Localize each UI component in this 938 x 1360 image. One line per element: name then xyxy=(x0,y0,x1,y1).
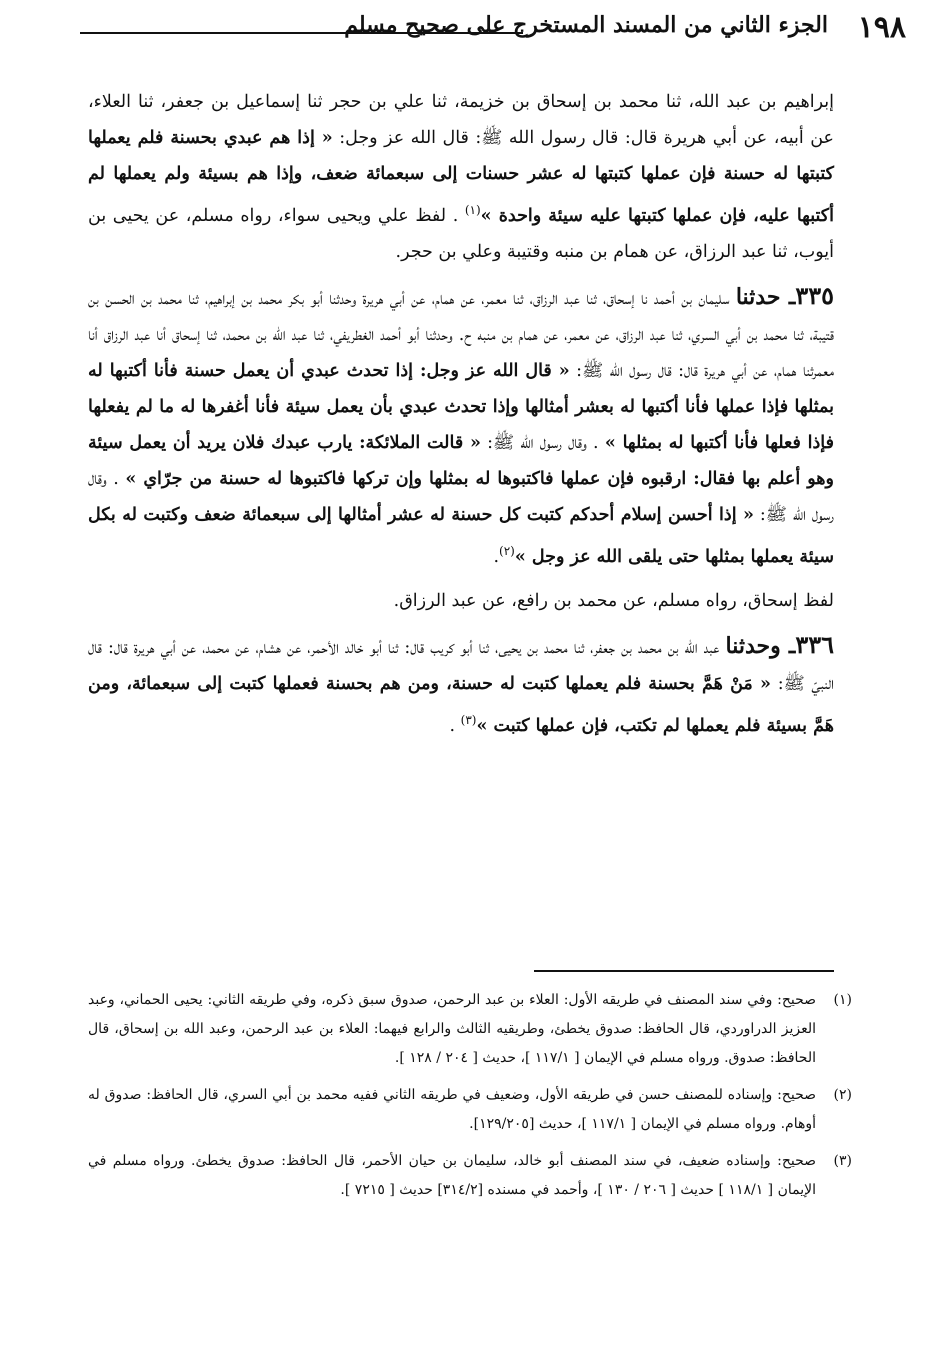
hadith-text: « مَنْ هَمَّ بحسنة فلم يعملها كتبت له حسنة، ومن هم بحسنة فعملها كتبت إلى سبعمائة، ومن هَمَّ بسيئة فلم يعملها لم تكتب، فإن عملها كتبت » xyxy=(88,673,834,736)
connector-text: . وقال رسول الله ﷺ: xyxy=(487,432,599,453)
isnad-text: سليمان بن أحمد نا إسحاق، ثنا عبد الرزاق، ثنا معمر، عن همام، عن أبي هريرة وحدثنا أبو بكر محمد بن إبراهيم، ثنا محمد بن الحسن بن قتيبة، ثنا محمد بن أبي السري، ثنا عبد الرزاق، عن معمر، عن همام بن منبه ح. وحدثنا أبو أحمد الغطريفي، ثنا عبد الله بن محمد، ثنا إسحاق أنا عبد الرزاق أنا معمرثنا همام، عن أبي هريرة قال: قال رسول الله ﷺ: xyxy=(88,288,834,381)
hadith-text: « إذا هم عبدي بحسنة فلم يعملها كتبتها له حسنة فإن عملها كتبتها له عشر حسنات إلى سبعمائة ضعف، وإذا هم بسيئة ولم يعملها لم أكتبها عليه، فإن عملها كتبتها عليه سيئة واحدة » xyxy=(88,128,834,226)
hadith-label: ـ حدثنا xyxy=(735,283,796,310)
connector-text: . xyxy=(449,715,456,736)
page-header xyxy=(80,10,906,54)
footnote-text: صحيح: وإسناده للمصنف حسن في طريقه الأول، وضعيف في طريقه الثاني ففيه محمد بن أبي السري، قال الحافظ: صدوق له أوهام. ورواه مسلم في الإيمان [ ١١٧/١ ]، حديث [١٢٩/٢٠٥]. xyxy=(88,1087,816,1132)
hadith-label: ـ وحدثنا xyxy=(725,632,796,659)
footnote-number: (٣) xyxy=(833,1153,852,1169)
main-text xyxy=(88,84,834,751)
hadith-text: « قالت الملائكة: يارب عبدك فلان يريد أن يعمل سيئة وهو أعلم بها فقال: ارقبوه فإن عملها فاكتبوها له بمثلها وإن تركها فاكتبوها له حسنة من جرّاي » xyxy=(88,432,834,489)
footnote-3 xyxy=(88,1147,852,1205)
hadith-text: « قال الله عز وجل: إذا تحدث عبدي أن يعمل حسنة فأنا أكتبها له بمثلها فإذا عملها فأنا أكتبها له بعشر أمثالها وإذا تحدث عبدي بأن يعمل سيئة فأنا أغفرها له ما لم يفعلها فإذا فعلها فأنا أكتبها له بمثلها » xyxy=(88,360,834,453)
hadith-335 xyxy=(88,278,834,575)
footnotes xyxy=(88,986,852,1213)
hadith-number: ٣٣٥ xyxy=(795,280,834,310)
hadith-text: « إذا أحسن إسلام أحدكم كتبت كل حسنة له عشر أمثالها إلى سبعمائة ضعف وكتبت له بكل سيئة يعملها بمثلها حتى يلقى الله عز وجل » xyxy=(88,504,834,567)
footnote-2 xyxy=(88,1081,852,1139)
footnote-ref-3: (٣) xyxy=(460,712,477,727)
hadith-336 xyxy=(88,627,834,744)
running-title: الجزء الثاني من المسند المستخرج على صحيح مسلم xyxy=(344,12,828,38)
footnote-text: صحيح: وإسناده ضعيف، في سند المصنف أبو خالد، سليمان بن حيان الأحمر، قال الحافظ: صدوق يخطئ. ورواه مسلم في الإيمان [ ١١٨/١ ] حديث [ ٢٠٦ / ١٣٠ ]، وأحمد في مسنده [٣١٤/٢] حديث [ ٧٢١٥ ]. xyxy=(88,1153,816,1198)
connector-text: . وقال رسول الله ﷺ: xyxy=(88,468,834,525)
footnote-separator xyxy=(534,970,834,972)
footnote-text: صحيح: وفي سند المصنف في طريقه الأول: العلاء بن عبد الرحمن، صدوق سبق ذكره، وفي طريقه الثاني: يحيى الحماني، وعبد العزيز الدراوردي، قال الحافظ: صدوق يخطئ، وطريقيه الثالث والرابع فيهما: العلاء بن عبد الرحمن، وعبد الله بن إسحاق، قال الحافظ: صدوق. ورواه مسلم في الإيمان [ ١١٧/١ ]، حديث [ ٢٠٤ / ١٢٨ ]. xyxy=(88,992,817,1066)
hadith-number: ٣٣٦ xyxy=(795,629,835,659)
footnote-number: (٢) xyxy=(833,1087,852,1103)
page-number: ١٩٨ xyxy=(857,10,906,45)
footnote-1 xyxy=(88,986,852,1073)
footnote-ref-1: (١) xyxy=(464,203,481,217)
footnote-ref-2: (٢) xyxy=(499,543,515,558)
isnad-text: إبراهيم بن عبد الله، ثنا محمد بن إسحاق بن خزيمة، ثنا علي بن حجر ثنا إسماعيل بن جعفر، ثنا العلاء، عن أبيه، عن أبي هريرة قال: قال رسول الله ﷺ: قال الله عز وجل: xyxy=(88,92,834,148)
footnote-number: (١) xyxy=(833,992,852,1008)
connector-text: . xyxy=(493,546,500,567)
paragraph-1 xyxy=(88,84,834,270)
header-rule xyxy=(80,32,523,34)
paragraph-note: لفظ إسحاق، رواه مسلم، عن محمد بن رافع، عن عبد الرزاق. xyxy=(393,590,834,611)
isnad-text: عبد الله بن محمد بن جعفر، ثنا محمد بن يحيى، ثنا أبو كريب قال: ثنا أبو خالد الأحمر، عن هشام، عن محمد، عن أبي هريرة قال: قال النبيّ ﷺ: xyxy=(88,637,834,694)
paragraph-text: . لفظ علي ويحيى سواء، رواه مسلم، عن يحيى بن أيوب، ثنا عبد الرزاق، عن همام بن منبه وقتيبة وعلي بن حجر. xyxy=(88,205,834,262)
